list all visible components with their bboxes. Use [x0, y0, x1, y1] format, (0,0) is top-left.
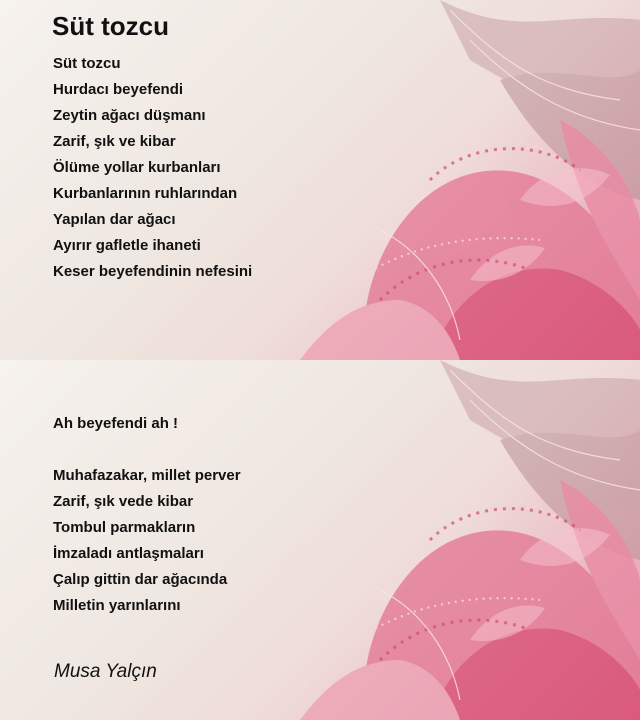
poem-line: Milletin yarınlarını	[53, 597, 181, 614]
poem-line: Zarif, şık vede kibar	[53, 493, 194, 510]
poem-line: Keser beyefendinin nefesini	[53, 263, 253, 280]
poem-line: Muhafazakar, millet perver	[53, 467, 241, 484]
poem-line: Tombul parmakların	[53, 519, 196, 536]
poem-line: Ölüme yollar kurbanları	[53, 159, 221, 176]
poem-line: İmzaladı antlaşmaları	[53, 545, 204, 562]
poem-line: Yapılan dar ağacı	[53, 211, 176, 228]
poem-line: Hurdacı beyefendi	[53, 81, 184, 98]
poem-line: Çalıp gittin dar ağacında	[53, 571, 228, 588]
poem-line: Zeytin ağacı düşmanı	[53, 107, 206, 124]
poem-title: Süt tozcu	[52, 11, 169, 41]
stanza-gap	[53, 437, 241, 463]
stanza-2	[53, 411, 241, 619]
poem-line: Kurbanlarının ruhlarından	[53, 185, 238, 202]
poem-line: Ayırır gafletle ihaneti	[53, 237, 201, 254]
poem-line: Zarif, şık ve kibar	[53, 133, 176, 150]
poem-line: Süt tozcu	[53, 55, 121, 72]
poem-line-intro: Ah beyefendi ah !	[53, 415, 179, 432]
poem-author: Musa Yalçın	[54, 661, 157, 682]
stanza-1	[53, 51, 252, 285]
